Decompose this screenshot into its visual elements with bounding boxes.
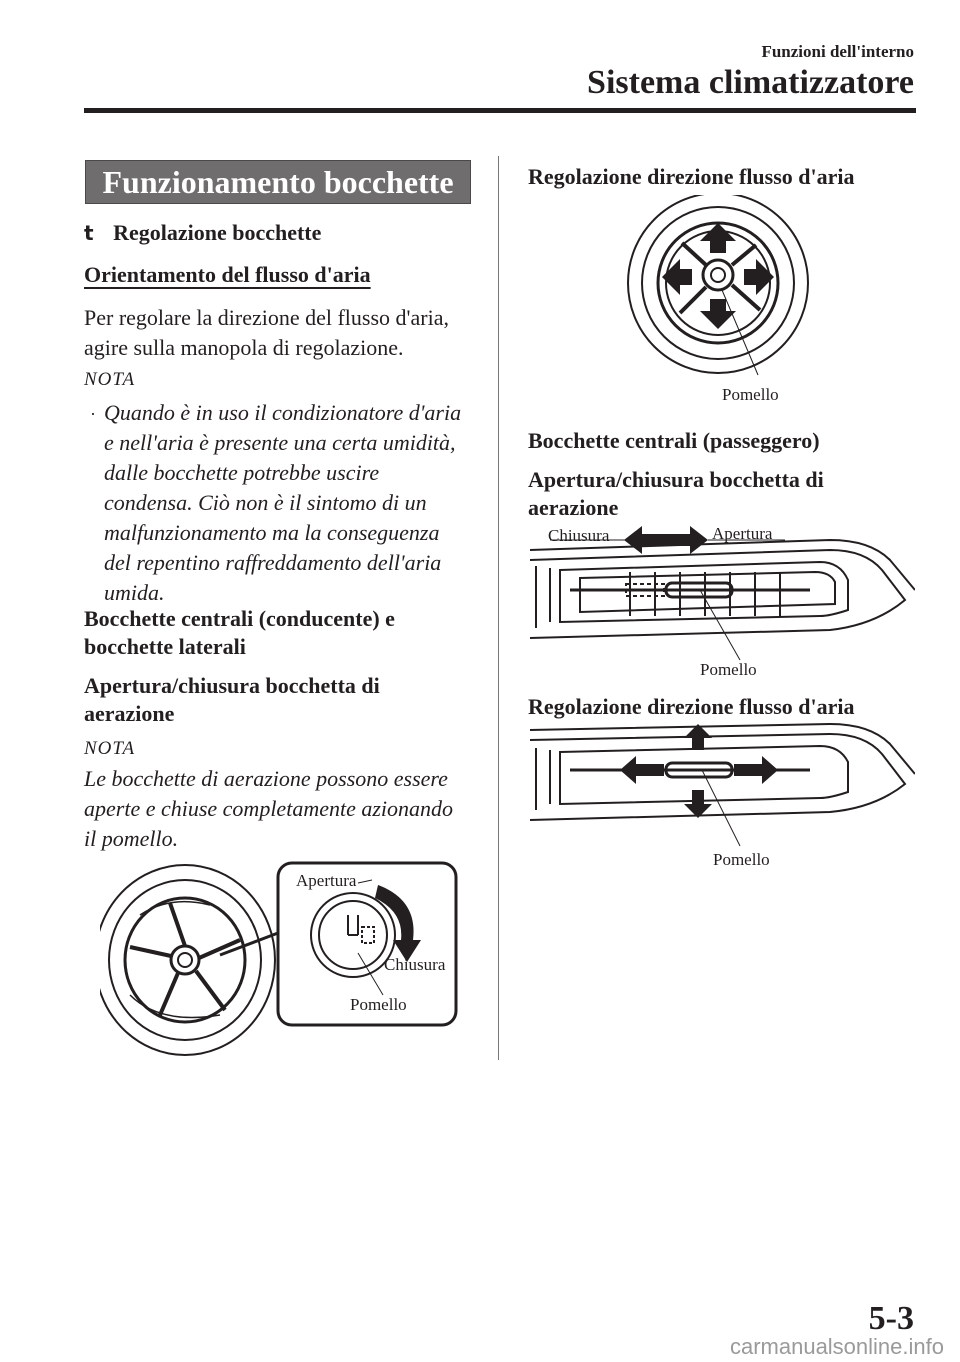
subsection-title	[84, 218, 321, 248]
nota-2-line: il pomello.	[84, 826, 179, 851]
heading-open-close-line-1: Apertura/chiusura bocchetta di	[84, 673, 380, 698]
heading-direction-1: Regolazione direzione flusso d'aria	[528, 164, 855, 189]
header-title: Sistema climatizzatore	[587, 64, 914, 101]
bullet-marker: t	[84, 221, 94, 245]
figure-round-vent-open-close	[100, 855, 480, 1060]
heading-open-close-line-2: aerazione	[84, 701, 175, 726]
figure-round-vent-direction	[620, 195, 820, 405]
nota-1-line: malfunzionamento ma la conseguenza	[104, 520, 440, 545]
label-open: Apertura	[296, 871, 357, 890]
nota-label-1: NOTA	[84, 369, 136, 390]
label-knob-2: Pomello	[700, 660, 757, 679]
header-subtitle: Funzioni dell'interno	[761, 42, 914, 61]
column-divider	[498, 156, 499, 1060]
header-rule	[84, 108, 916, 113]
nota-1-line: Quando è in uso il condizionatore d'aria	[104, 400, 462, 425]
watermark: carmanualsonline.info	[729, 1334, 944, 1359]
nota-1-line: del repentino raffreddamento dell'aria	[104, 550, 442, 575]
nota-2-line: Le bocchette di aerazione possono essere	[84, 766, 448, 791]
intro-line-1: Per regolare la direzione del flusso d'aria,	[84, 305, 449, 330]
list-bullet: ·	[90, 404, 96, 424]
round-vent-direction-illustration	[620, 195, 820, 405]
page-number: 5-3	[868, 1300, 914, 1337]
heading-open-close-right-line-2: aerazione	[528, 495, 619, 520]
heading-direction-2: Regolazione direzione flusso d'aria	[528, 694, 855, 719]
section-banner: Funzionamento bocchette	[85, 160, 471, 204]
nota-1-line: condensa. Ciò non è il sintomo di un	[104, 490, 427, 515]
figure-slot-vent-open-close	[530, 520, 915, 680]
nota-1-line: umida.	[104, 580, 165, 605]
label-knob: Pomello	[350, 995, 407, 1014]
intro-line-2: agire sulla manopola di regolazione.	[84, 335, 404, 360]
nota-1-line: dalle bocchette potrebbe uscire	[104, 460, 380, 485]
heading-driver-line-2: bocchette laterali	[84, 634, 246, 659]
label-knob-1: Pomello	[722, 385, 779, 404]
nota-2-line: aperte e chiuse completamente azionando	[84, 796, 454, 821]
heading-driver-line-1: Bocchette centrali (conducente) e	[84, 606, 395, 631]
label-close: Chiusura	[384, 955, 446, 974]
figure-slot-vent-direction	[530, 718, 915, 873]
heading-open-close-right-line-1: Apertura/chiusura bocchetta di	[528, 467, 824, 492]
nota-1-line: e nell'aria è presente una certa umidità,	[104, 430, 456, 455]
label-open-right: Apertura	[712, 524, 773, 543]
nota-label-2: NOTA	[84, 738, 136, 759]
heading-passenger: Bocchette centrali (passeggero)	[528, 428, 820, 453]
subsection-text: Regolazione bocchette	[113, 220, 322, 245]
heading-airflow-orientation: Orientamento del flusso d'aria	[84, 262, 371, 287]
label-knob-3: Pomello	[713, 850, 770, 869]
label-close-right: Chiusura	[548, 526, 610, 545]
